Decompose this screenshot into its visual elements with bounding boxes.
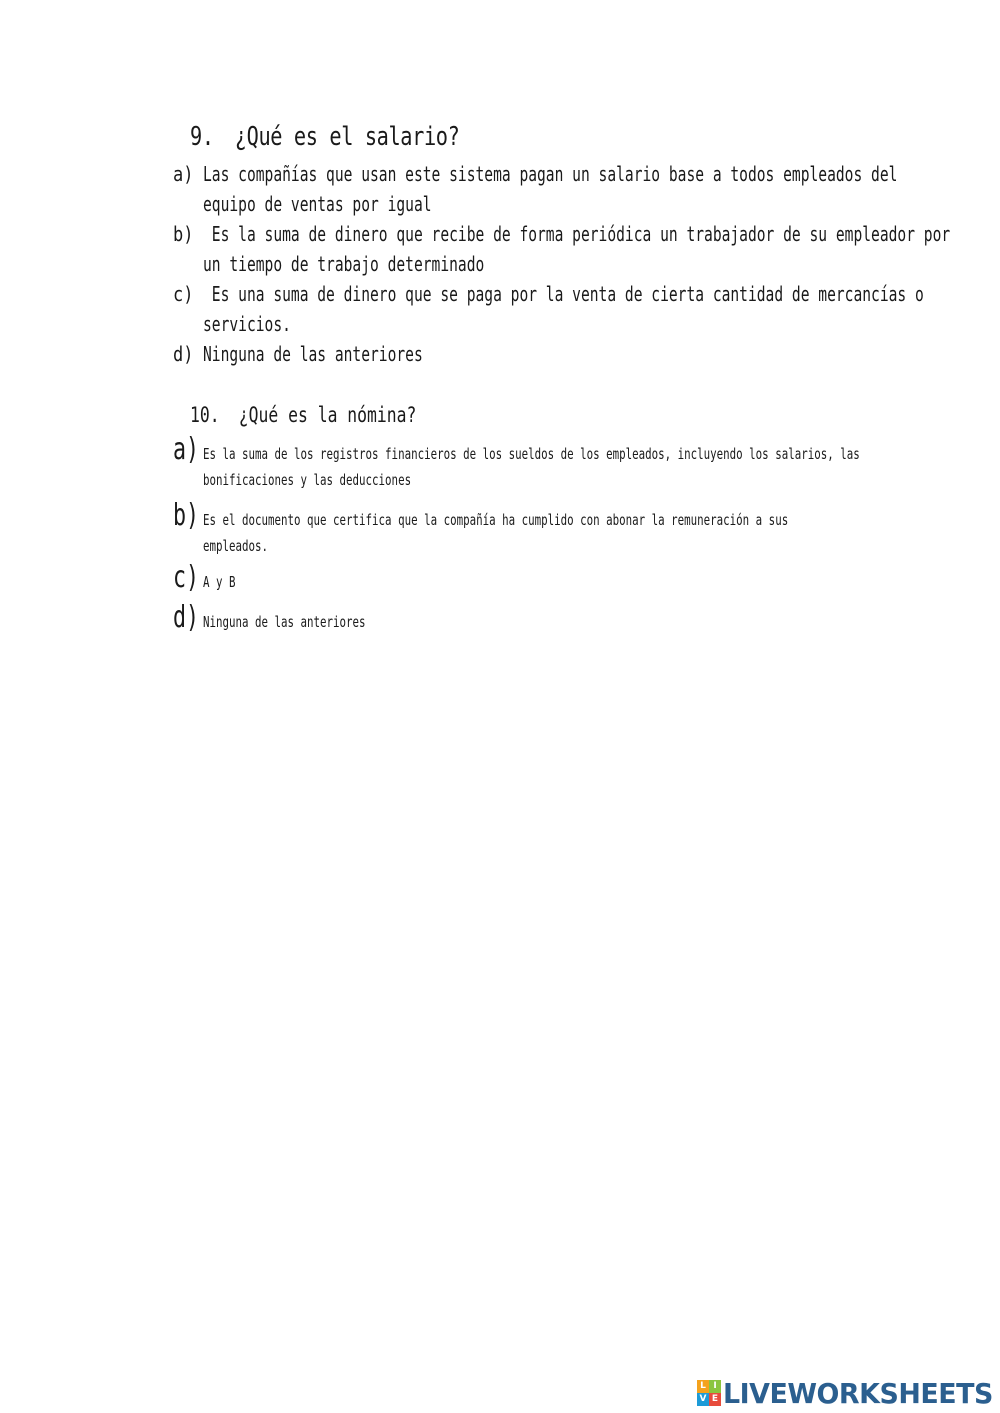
option-letter: c) (173, 560, 200, 595)
logo-square-l: L (697, 1380, 709, 1393)
option-letter: b) (173, 222, 194, 246)
option-text-line: un tiempo de trabajo determinado (203, 252, 485, 276)
option-text-line: Ninguna de las anteriores (203, 613, 366, 631)
option-text-line: Es el documento que certifica que la compañía ha cumplido con abonar la remuneración a sus (203, 511, 789, 529)
option-letter: d) (173, 342, 194, 366)
option-text-line: servicios. (203, 312, 291, 336)
option-text-line: A y B (203, 573, 236, 591)
question-9-heading (190, 122, 535, 152)
logo-square-i: I (709, 1380, 721, 1393)
question-10-text: ¿Qué es la nómina? (238, 403, 417, 427)
logo-square-v: V (697, 1393, 709, 1406)
option-text-line: Es la suma de dinero que recibe de forma periódica un trabajador de su empleador por (203, 222, 951, 246)
liveworksheets-logo[interactable] (697, 1377, 1000, 1409)
option-text-line: Ninguna de las anteriores (203, 342, 423, 366)
liveworksheets-logo-icon (697, 1380, 721, 1406)
option-text-line: Es la suma de los registros financieros de los sueldos de los empleados, incluyendo los salarios, las (203, 445, 860, 463)
option-letter: a) (173, 432, 200, 467)
option-letter: d) (173, 600, 200, 635)
question-10-number: 10. (190, 403, 220, 427)
question-9-number: 9. (190, 122, 214, 152)
logo-wordmark: LIVEWORKSHEETS (723, 1376, 993, 1410)
option-letter: c) (173, 282, 194, 306)
option-text-line: empleados. (203, 537, 269, 555)
option-text-line: bonificaciones y las deducciones (203, 471, 412, 489)
option-text-line: Es una suma de dinero que se paga por la venta de cierta cantidad de mercancías o (203, 282, 924, 306)
option-letter: b) (173, 498, 200, 533)
option-text-line: equipo de ventas por igual (203, 192, 432, 216)
option-text-line: Las compañías que usan este sistema pagan un salario base a todos empleados del (203, 162, 898, 186)
question-10-heading (190, 403, 480, 427)
option-letter: a) (173, 162, 194, 186)
logo-square-e: E (709, 1393, 721, 1406)
question-9-text: ¿Qué es el salario? (234, 122, 460, 152)
